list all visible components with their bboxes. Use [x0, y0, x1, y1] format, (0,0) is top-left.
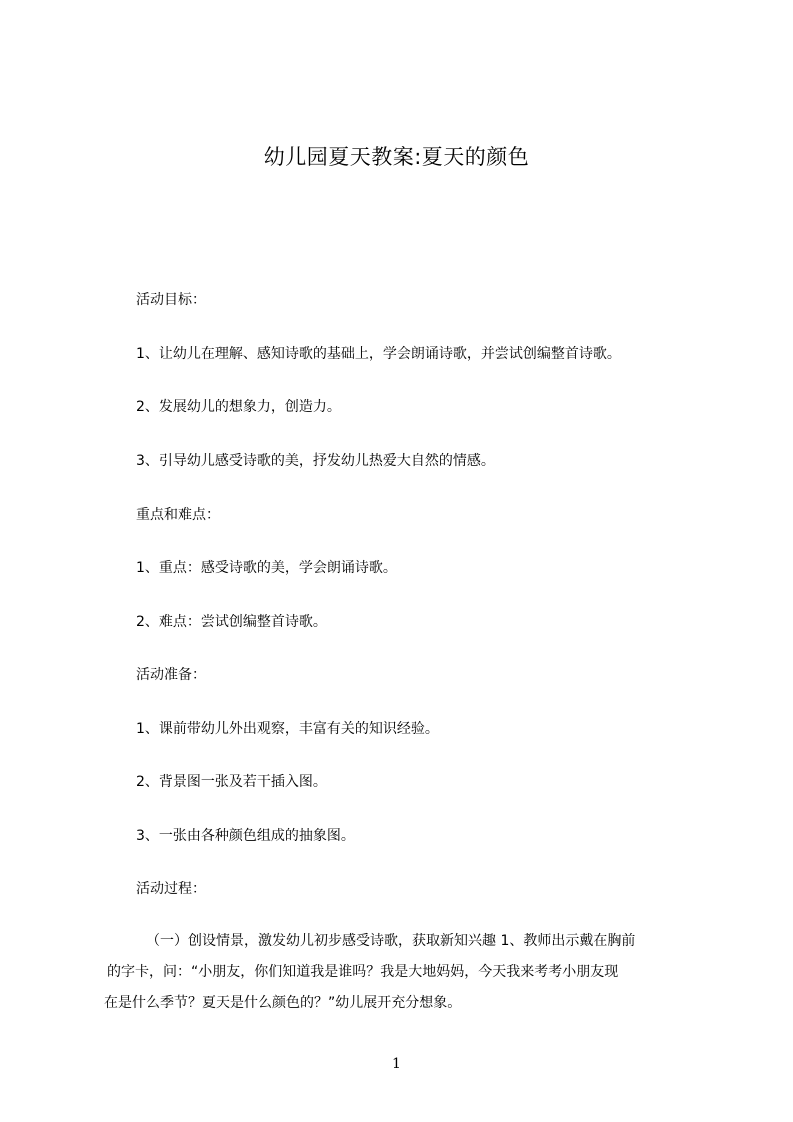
- process-paragraph: [104, 926, 704, 1019]
- key-point-item-1: 1、重点：感受诗歌的美，学会朗诵诗歌。: [136, 560, 397, 576]
- section-heading-goals: 活动目标：: [136, 292, 206, 308]
- preparation-item-2: 2、背景图一张及若干插入图。: [136, 774, 327, 790]
- preparation-item-3: 3、一张由各种颜色组成的抽象图。: [136, 828, 355, 844]
- goal-item-2: 2、发展幼儿的想象力，创造力。: [136, 399, 341, 415]
- page-number: 1: [392, 1056, 401, 1072]
- section-heading-key-points: 重点和难点：: [136, 507, 220, 523]
- section-heading-preparation: 活动准备：: [136, 667, 206, 683]
- section-heading-process: 活动过程：: [136, 881, 206, 897]
- preparation-item-1: 1、课前带幼儿外出观察，丰富有关的知识经验。: [136, 721, 439, 737]
- document-title: 幼儿园夏天教案:夏天的颜色: [263, 145, 530, 169]
- key-point-item-2: 2、难点：尝试创编整首诗歌。: [136, 614, 327, 630]
- goal-item-1: 1、让幼儿在理解、感知诗歌的基础上，学会朗诵诗歌，并尝试创编整首诗歌。: [136, 346, 621, 362]
- paragraph-line-3: 在是什么季节？夏天是什么颜色的？”幼儿展开充分想象。: [104, 995, 462, 1011]
- paragraph-line-2: 的字卡，问：“小朋友，你们知道我是谁吗？我是大地妈妈，今天我来考考小朋友现: [107, 964, 619, 980]
- goal-item-3: 3、引导幼儿感受诗歌的美，抒发幼儿热爱大自然的情感。: [136, 453, 495, 469]
- paragraph-line-1: （一）创设情景，激发幼儿初步感受诗歌，获取新知兴趣 1、教师出示戴在胸前: [146, 933, 636, 949]
